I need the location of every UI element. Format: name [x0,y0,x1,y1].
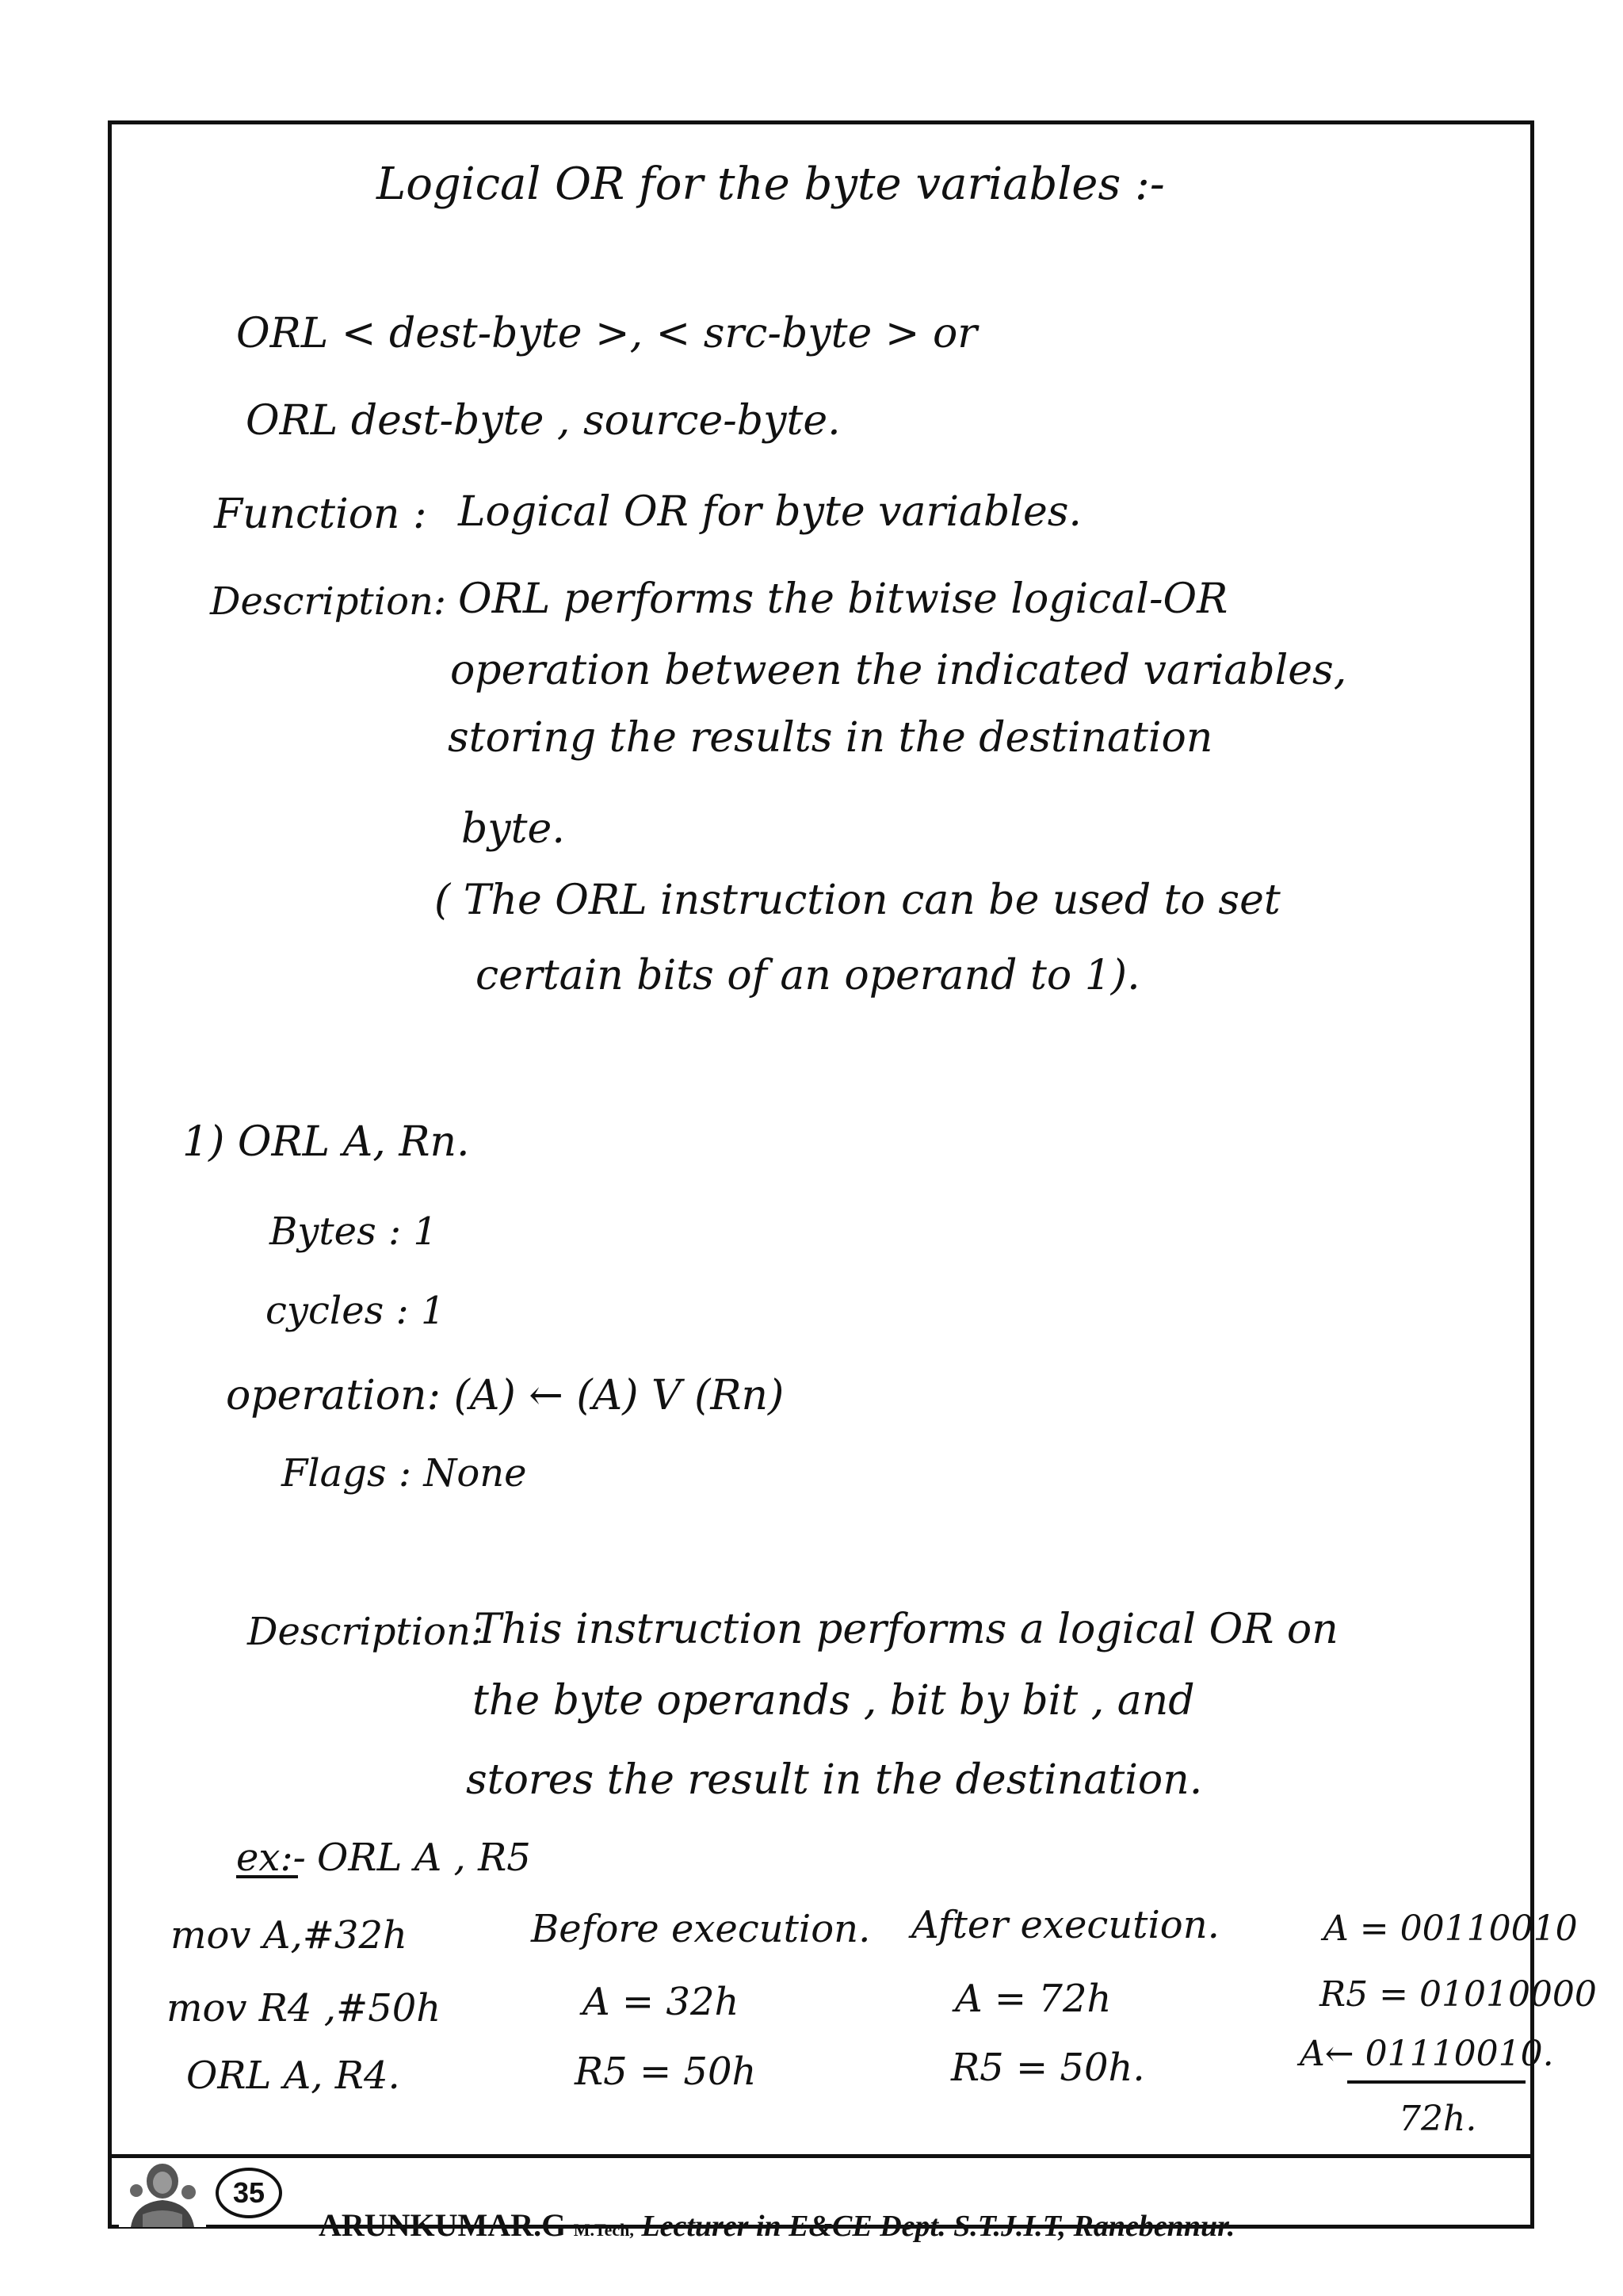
after-execution-value: R5 = 50h. [951,2046,1145,2090]
example-code-line: mov R4 ,#50h [166,1986,441,2030]
instruction-bytes: Bytes : 1 [269,1209,437,1254]
example-code-line: ORL A, R4. [186,2053,400,2098]
instruction-description-line: stores the result in the destination. [466,1756,1203,1804]
description-line: ORL performs the bitwise logical-OR [458,575,1228,623]
instruction-description-line: This instruction performs a logical OR on [474,1606,1338,1653]
description-line: operation between the indicated variables, [450,647,1347,694]
description-note: certain bits of an operand to 1). [475,952,1140,999]
instruction-flags: Flags : None [281,1451,527,1496]
after-execution-heading: After execution. [911,1903,1220,1947]
binary-hex-result: 72h. [1399,2099,1477,2139]
description-line: byte. [461,805,565,853]
function-label: Function : [214,491,427,538]
before-execution-heading: Before execution. [531,1907,871,1951]
binary-line: R5 = 01010000 [1319,1974,1597,2015]
instruction-cycles: cycles : 1 [265,1289,445,1333]
syntax-line-1: ORL < dest-byte >, < src-byte > or [236,310,978,357]
after-execution-value: A = 72h [955,1977,1112,2021]
example-label: ex:- [236,1836,306,1880]
before-execution-value: A = 32h [582,1980,739,2024]
author-degree: M.Tech, [573,2220,634,2240]
author-name: ARUNKUMAR.G [319,2207,567,2243]
binary-result: A← 01110010. [1300,2034,1554,2074]
description-note: ( The ORL instruction can be used to set [434,877,1281,924]
instruction-description-line: the byte operands , bit by bit , and [472,1677,1195,1725]
footer-divider [108,2154,1534,2158]
syntax-line-2: ORL dest-byte , source-byte. [246,397,841,445]
example-code-line: mov A,#32h [170,1913,407,1958]
description-label: Description: [210,579,447,624]
before-execution-value: R5 = 50h [575,2050,757,2094]
page-number [216,2168,282,2218]
binary-sum-line [1347,2080,1526,2084]
description-line: storing the results in the destination [448,714,1213,762]
function-text: Logical OR for byte variables. [458,488,1082,536]
binary-line: A = 00110010 [1323,1908,1578,1949]
page-number-text: 35 [232,2176,265,2209]
author-portrait-icon [119,2159,206,2227]
example-label-underline [236,1875,298,1878]
author-position: Lecturer in E&CE Dept. S.T.J.I.T, Ranebennur. [641,2210,1235,2243]
page-title: Logical OR for the byte variables :- [376,159,1165,210]
instruction-heading: 1) ORL A, Rn. [182,1118,470,1166]
instruction-operation: operation: (A) ← (A) V (Rn) [226,1372,785,1419]
footer-credit [319,2206,1235,2244]
instruction-description-label: Description: [247,1610,484,1654]
example-instruction: ORL A , R5 [317,1836,531,1880]
